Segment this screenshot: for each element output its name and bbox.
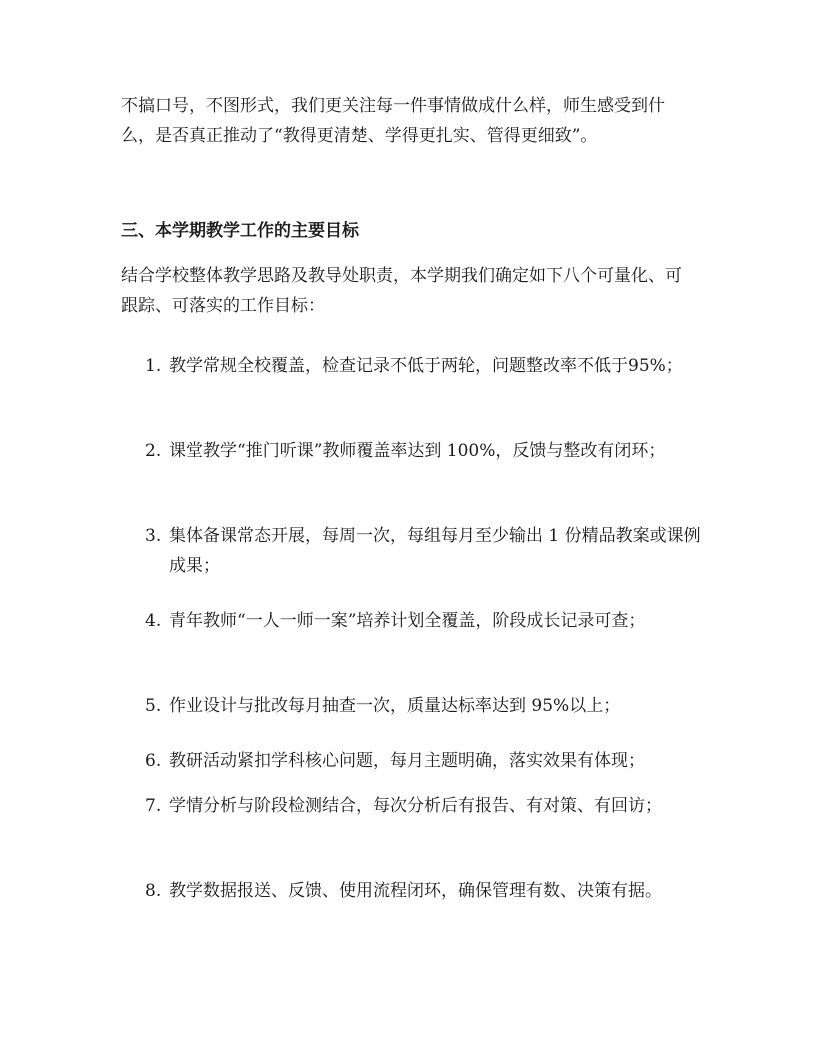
- list-item-text: 教学数据报送、反馈、使用流程闭环，确保管理有数、决策有据。: [169, 881, 662, 901]
- section-heading: 三、本学期教学工作的主要目标: [121, 221, 359, 241]
- list-item-text: 青年教师“一人一师一案”培养计划全覆盖，阶段成长记录可查；: [169, 611, 646, 631]
- list-item: [145, 351, 705, 381]
- list-item: [145, 746, 705, 776]
- list-item-number: 4.: [145, 611, 162, 631]
- list-item: [145, 791, 705, 821]
- list-item: [145, 606, 705, 636]
- list-item-text: 集体备课常态开展，每周一次，每组每月至少输出 1 份精品教案或课例成果；: [169, 526, 701, 576]
- list-item-text: 课堂教学“推门听课”教师覆盖率达到 100%，反馈与整改有闭环；: [169, 441, 666, 461]
- list-item-number: 5.: [145, 696, 162, 716]
- list-item-text: 教学常规全校覆盖，检查记录不低于两轮，问题整改率不低于95%；: [169, 356, 683, 376]
- list-item: [145, 876, 705, 906]
- list-item-number: 8.: [145, 881, 162, 901]
- list-item-number: 1.: [145, 356, 162, 376]
- list-item-number: 7.: [145, 796, 162, 816]
- list-item-text: 作业设计与批改每月抽查一次，质量达标率达到 95%以上；: [169, 696, 621, 716]
- list-item: [145, 436, 705, 466]
- list-item: [145, 691, 705, 721]
- list-item-number: 6.: [145, 751, 162, 771]
- list-item-number: 3.: [145, 526, 162, 546]
- intro-paragraph: 不搞口号，不图形式，我们更关注每一件事情做成什么样，师生感受到什么，是否真正推动了“教得更清楚、学得更扎实、管得更细致”。: [121, 96, 665, 146]
- list-item-number: 2.: [145, 441, 162, 461]
- list-item-text: 教研活动紧扣学科核心问题，每月主题明确，落实效果有体现；: [169, 751, 645, 771]
- list-item: [145, 521, 705, 581]
- list-item-text: 学情分析与阶段检测结合，每次分析后有报告、有对策、有回访；: [169, 796, 662, 816]
- lead-paragraph: 结合学校整体教学思路及教导处职责，本学期我们确定如下八个可量化、可跟踪、可落实的工作目标：: [121, 266, 682, 316]
